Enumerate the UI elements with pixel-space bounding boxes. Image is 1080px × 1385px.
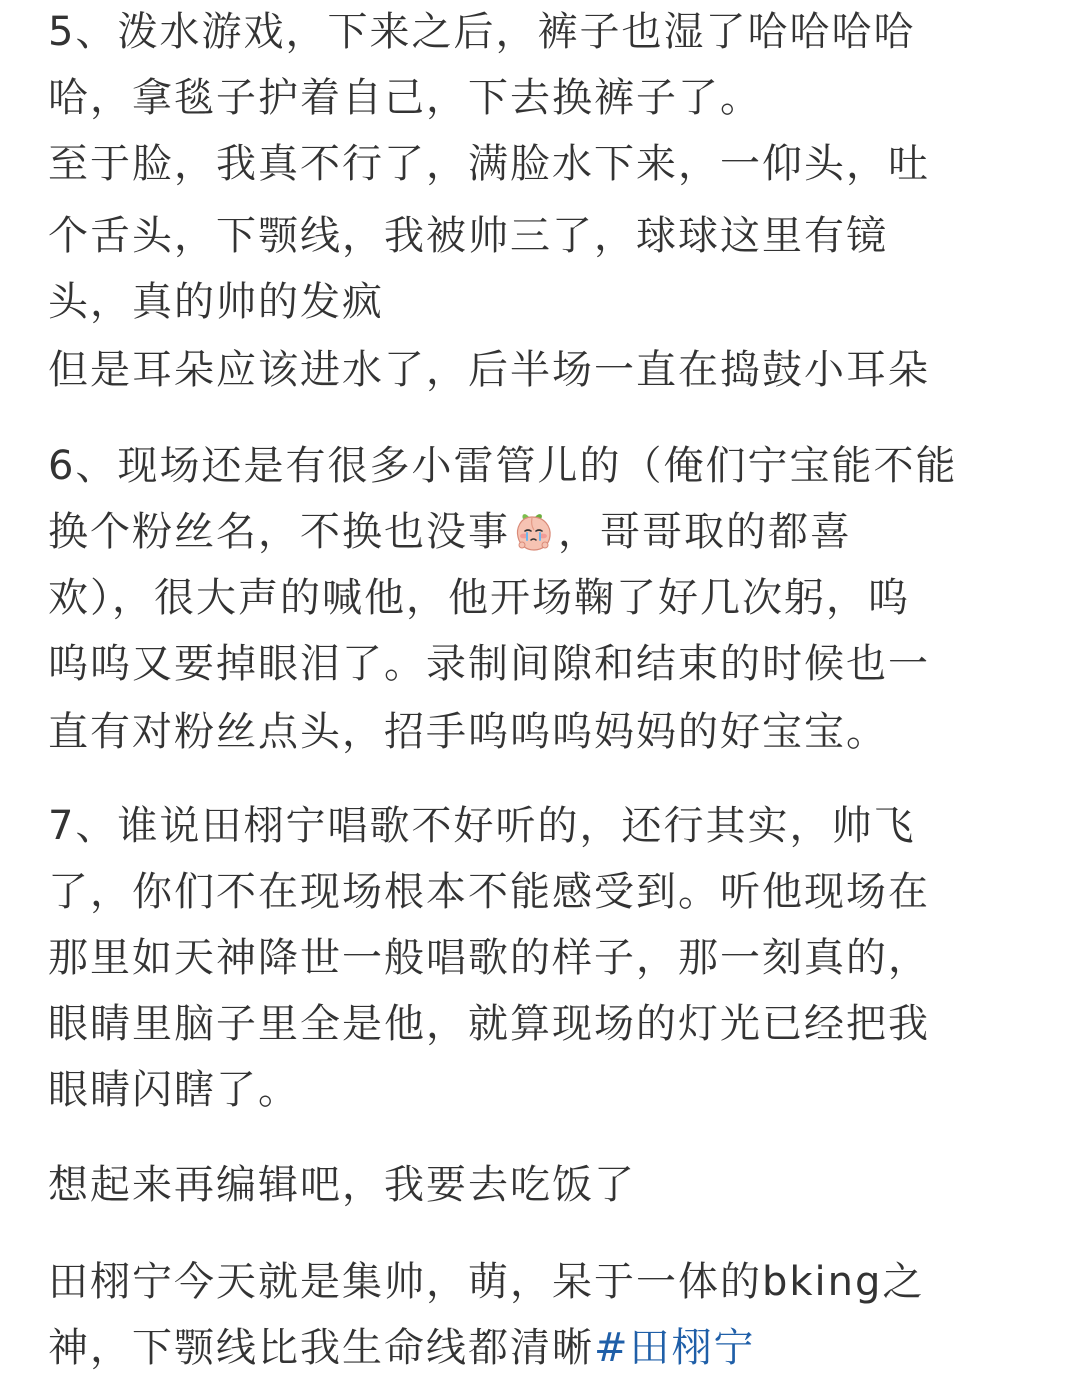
post-text-line: 7、谁说田栩宁唱歌不好听的，还行其实，帅飞: [48, 803, 916, 849]
post-text-line: 直有对粉丝点头，招手呜呜呜妈妈的好宝宝。: [48, 709, 888, 755]
post-text-line: 眼睛里脑子里全是他，就算现场的灯光已经把我: [48, 1001, 930, 1047]
post-text-segment: 神，下颚线比我生命线都清晰: [48, 1325, 594, 1371]
post-text-line: 了，你们不在现场根本不能感受到。听他现场在: [48, 869, 930, 915]
post-text-line: 欢），很大声的喊他，他开场鞠了好几次躬，呜: [48, 575, 910, 621]
post-text-line: 哈，拿毯子护着自己，下去换裤子了。: [48, 75, 762, 121]
post-text-line: 但是耳朵应该进水了，后半场一直在捣鼓小耳朵: [48, 347, 930, 393]
post-text-line: 5、泼水游戏，下来之后，裤子也湿了哈哈哈哈: [48, 9, 916, 55]
post-text-line: 6、现场还是有很多小雷管儿的（俺们宁宝能不能: [48, 443, 958, 489]
post-text-line: 想起来再编辑吧，我要去吃饭了: [48, 1162, 636, 1208]
post-text-line: 个舌头，下颚线，我被帅三了，球球这里有镜: [48, 213, 888, 259]
post-text-line: 田栩宁今天就是集帅，萌，呆于一体的bking之: [48, 1259, 925, 1305]
post-text-line-with-emoji: [48, 502, 852, 562]
post-text-segment: 换个粉丝名，不换也没事: [48, 509, 510, 555]
post-text-line: 那里如天神降世一般唱歌的样子，那一刻真的，: [48, 935, 930, 981]
hashtag-link[interactable]: #田栩宁: [594, 1325, 756, 1371]
post-text-line: 呜呜又要掉眼泪了。录制间隙和结束的时候也一: [48, 641, 930, 687]
post-text-line: 眼睛闪瞎了。: [48, 1067, 300, 1113]
post-text-segment: ，哥哥取的都喜: [558, 509, 852, 555]
post-text-line: 头，真的帅的发疯: [48, 279, 384, 325]
post-text-line: 至于脸，我真不行了，满脸水下来，一仰头，吐: [48, 141, 930, 187]
peach-crying-emoji-icon: [512, 509, 556, 553]
post-text-line-with-hashtag: [48, 1318, 756, 1378]
